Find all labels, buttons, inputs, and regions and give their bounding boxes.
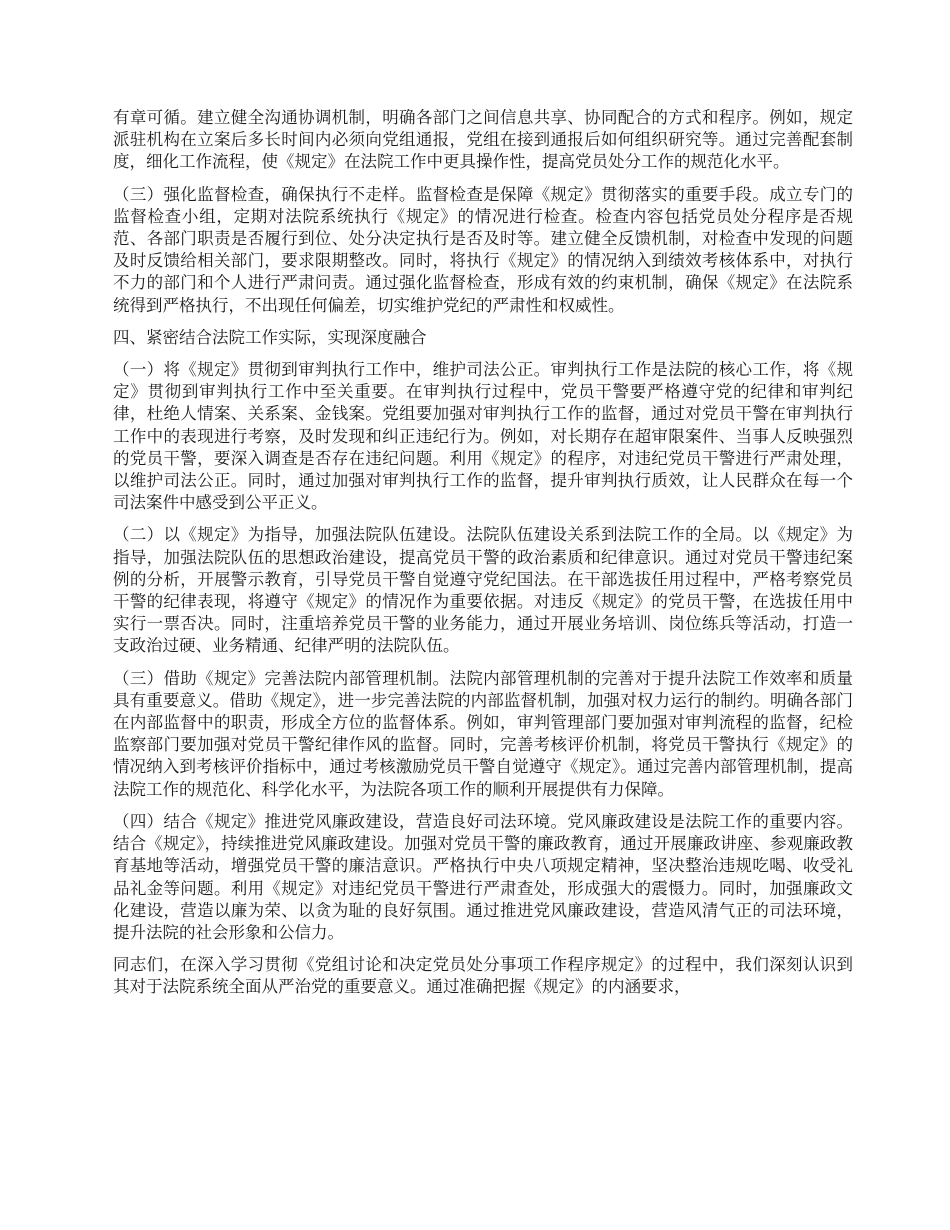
paragraph-conclusion: 同志们，在深入学习贯彻《党组讨论和决定党员处分事项工作程序规定》的过程中，我们深刻认识到其对于法院系统全面从严治党的重要意义。通过准确把握《规定》的内涵要求， xyxy=(113,955,853,997)
paragraph-team-building: （二）以《规定》为指导，加强法院队伍建设。法院队伍建设关系到法院工作的全局。以《规定》为指导，加强法院队伍的思想政治建设，提高党员干警的政治素质和纪律意识。通过对党员干警违纪案例的分析，开展警示教育，引导党员干警自觉遵守党纪国法。在干部选拔任用过程中，严格考察党员干警的纪律表现，将遵守《规定》的情况作为重要依据。对违反《规定》的党员干警，在选拔任用中实行一票否决。同时，注重培养党员干警的业务能力，通过开展业务培训、岗位练兵等活动，打造一支政治过硬、业务精通、纪律严明的法院队伍。 xyxy=(113,525,853,656)
paragraph-trial-execution: （一）将《规定》贯彻到审判执行工作中，维护司法公正。审判执行工作是法院的核心工作，将《规定》贯彻到审判执行工作中至关重要。在审判执行过程中，党员干警要严格遵守党的纪律和审判纪律，杜绝人情案、关系案、金钱案。党组要加强对审判执行工作的监督，通过对党员干警在审判执行工作中的表现进行考察，及时发现和纠正违纪行为。例如，对长期存在超审限案件、当事人反映强烈的党员干警，要深入调查是否存在违纪问题。利用《规定》的程序，对违纪党员干警进行严肃处理，以维护司法公正。同时，通过加强对审判执行工作的监督，提升审判执行质效，让人民群众在每一个司法案件中感受到公平正义。 xyxy=(113,360,853,513)
paragraph-integrity: （四）结合《规定》推进党风廉政建设，营造良好司法环境。党风廉政建设是法院工作的重要内容。结合《规定》，持续推进党风廉政建设。加强对党员干警的廉政教育，通过开展廉政讲座、参观廉政教育基地等活动，增强党员干警的廉洁意识。严格执行中央八项规定精神，坚决整治违规吃喝、收受礼品礼金等问题。利用《规定》对违纪党员干警进行严肃查处，形成强大的震慑力。同时，加强廉政文化建设，营造以廉为荣、以贪为耻的良好氛围。通过推进党风廉政建设，营造风清气正的司法环境，提升法院的社会形象和公信力。 xyxy=(113,811,853,942)
paragraph-supervision: （三）强化监督检查，确保执行不走样。监督检查是保障《规定》贯彻落实的重要手段。成立专门的监督检查小组，定期对法院系统执行《规定》的情况进行检查。检查内容包括党员处分程序是否规范、各部门职责是否履行到位、处分决定执行是否及时等。建立健全反馈机制，对检查中发现的问题及时反馈给相关部门，要求限期整改。同时，将执行《规定》的情况纳入到绩效考核体系中，对执行不力的部门和个人进行严肃问责。通过强化监督检查，形成有效的约束机制，确保《规定》在法院系统得到严格执行，不出现任何偏差，切实维护党纪的严肃性和权威性。 xyxy=(113,184,853,315)
document-body xyxy=(113,107,853,1009)
paragraph-internal-management: （三）借助《规定》完善法院内部管理机制。法院内部管理机制的完善对于提升法院工作效率和质量具有重要意义。借助《规定》，进一步完善法院的内部监督机制，加强对权力运行的制约。明确各部门在内部监督中的职责，形成全方位的监督体系。例如，审判管理部门要加强对审判流程的监督，纪检监察部门要加强对党员干警纪律作风的监督。同时，完善考核评价机制，将党员干警执行《规定》的情况纳入到考核评价指标中，通过考核激励党员干警自觉遵守《规定》。通过完善内部管理机制，提高法院工作的规范化、科学化水平，为法院各项工作的顺利开展提供有力保障。 xyxy=(113,668,853,799)
paragraph-continuation: 有章可循。建立健全沟通协调机制，明确各部门之间信息共享、协同配合的方式和程序。例如，规定派驻机构在立案后多长时间内必须向党组通报，党组在接到通报后如何组织研究等。通过完善配套制度，细化工作流程，使《规定》在法院工作中更具操作性，提高党员处分工作的规范化水平。 xyxy=(113,108,853,172)
section-heading: 四、紧密结合法院工作实际，实现深度融合 xyxy=(113,327,427,347)
